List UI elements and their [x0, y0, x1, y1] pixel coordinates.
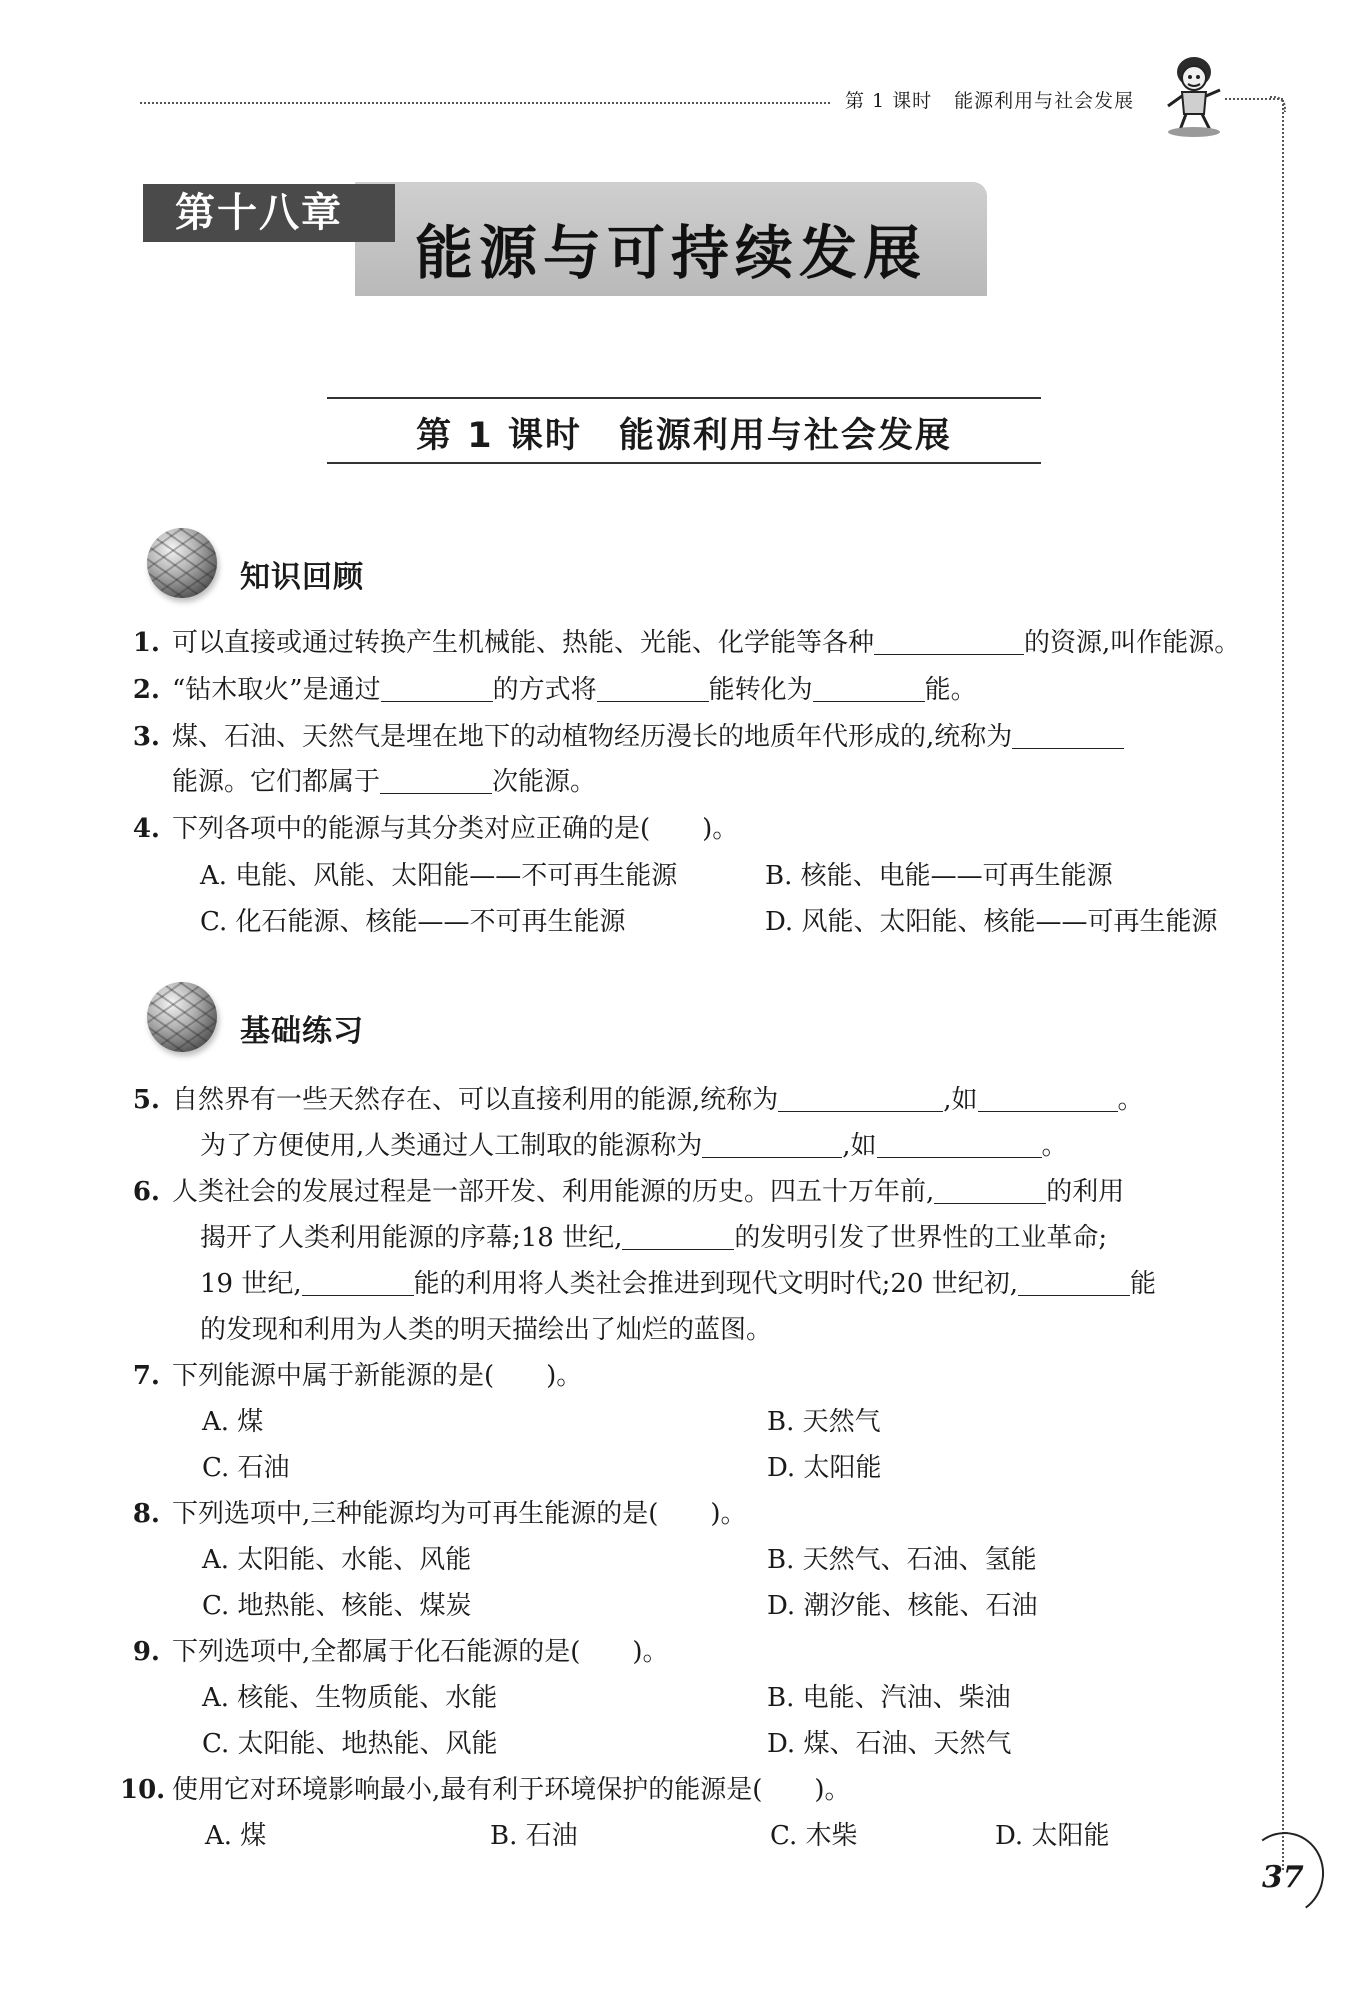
question-text: ,如 — [842, 1131, 877, 1161]
answer-blank[interactable] — [380, 767, 492, 794]
option-a[interactable]: A. 太阳能、水能、风能 — [202, 1545, 472, 1575]
option-d[interactable]: D. 风能、太阳能、核能——可再生能源 — [765, 907, 1218, 937]
question-1 — [120, 625, 1240, 661]
question-text: 下列能源中属于新能源的是( )。 — [172, 1361, 583, 1391]
option-c[interactable]: C. 化石能源、核能——不可再生能源 — [200, 907, 626, 937]
option-c[interactable]: C. 石油 — [202, 1453, 290, 1483]
header-rule — [140, 102, 830, 104]
question-text: 揭开了人类利用能源的序幕;18 世纪, — [200, 1223, 623, 1253]
question-7 — [120, 1358, 582, 1394]
option-b[interactable]: B. 核能、电能——可再生能源 — [765, 861, 1113, 891]
question-10 — [120, 1772, 851, 1808]
answer-blank[interactable] — [702, 1131, 842, 1158]
question-6-line2 — [200, 1220, 1107, 1256]
question-text: 的资源,叫作能源。 — [1024, 628, 1241, 658]
question-text: 可以直接或通过转换产生机械能、热能、光能、化学能等各种 — [172, 628, 875, 658]
lesson-title: 第 1 课时 能源利用与社会发展 — [416, 416, 952, 456]
chapter-label: 第十八章 — [175, 189, 343, 236]
question-text: 下列选项中,三种能源均为可再生能源的是( )。 — [172, 1499, 747, 1529]
option-b[interactable]: B. 石油 — [490, 1821, 578, 1851]
option-a[interactable]: A. 煤 — [205, 1821, 267, 1851]
answer-blank[interactable] — [1012, 722, 1124, 749]
section-title-practice: 基础练习 — [240, 1014, 364, 1049]
answer-blank[interactable] — [597, 675, 709, 702]
question-number: 3. — [132, 722, 160, 752]
option-a[interactable]: A. 核能、生物质能、水能 — [202, 1683, 498, 1713]
option-b[interactable]: B. 天然气、石油、氢能 — [767, 1545, 1037, 1575]
question-text: 能源。它们都属于 — [172, 767, 381, 797]
option-d[interactable]: D. 潮汐能、核能、石油 — [767, 1591, 1038, 1621]
question-text: 。 — [1041, 1131, 1068, 1161]
running-header — [845, 86, 1156, 113]
question-6 — [120, 1174, 1124, 1210]
page-border-right — [1282, 100, 1284, 1870]
answer-blank[interactable] — [934, 1177, 1046, 1204]
question-text: 煤、石油、天然气是埋在地下的动植物经历漫长的地质年代形成的,统称为 — [172, 722, 1013, 752]
question-text: 自然界有一些天然存在、可以直接利用的能源,统称为 — [172, 1085, 779, 1115]
question-text: 的发明引发了世界性的工业革命; — [734, 1223, 1108, 1253]
question-3 — [120, 719, 1124, 755]
option-b[interactable]: B. 天然气 — [767, 1407, 881, 1437]
option-d[interactable]: D. 煤、石油、天然气 — [767, 1729, 1012, 1759]
question-6-line4 — [200, 1312, 772, 1348]
question-number: 5. — [132, 1085, 160, 1115]
globe-icon — [147, 982, 217, 1052]
question-text: 的利用 — [1046, 1177, 1125, 1207]
question-text: 能 — [1130, 1269, 1157, 1299]
question-text: 能。 — [924, 675, 977, 705]
header-lesson-no: 第 1 课时 — [845, 90, 933, 112]
question-text: 的方式将 — [492, 675, 597, 705]
question-2 — [120, 672, 977, 708]
option-b[interactable]: B. 电能、汽油、柴油 — [767, 1683, 1011, 1713]
question-text: 下列选项中,全都属于化石能源的是( )。 — [172, 1637, 669, 1667]
option-c[interactable]: C. 木柴 — [770, 1821, 858, 1851]
question-text: 为了方便使用,人类通过人工制取的能源称为 — [200, 1131, 703, 1161]
option-d[interactable]: D. 太阳能 — [767, 1453, 882, 1483]
question-text: 使用它对环境影响最小,最有利于环境保护的能源是( )。 — [172, 1775, 851, 1805]
question-text: 19 世纪, — [200, 1269, 302, 1299]
question-text: 下列各项中的能源与其分类对应正确的是( )。 — [172, 814, 739, 844]
answer-blank[interactable] — [813, 675, 925, 702]
question-text: 能转化为 — [708, 675, 813, 705]
question-text: “钻木取火”是通过 — [172, 675, 381, 705]
answer-blank[interactable] — [978, 1085, 1118, 1112]
answer-blank[interactable] — [877, 1131, 1042, 1158]
question-text: 人类社会的发展过程是一部开发、利用能源的历史。四五十万年前, — [172, 1177, 935, 1207]
answer-blank[interactable] — [874, 628, 1024, 655]
answer-blank[interactable] — [302, 1269, 414, 1296]
question-4 — [120, 811, 738, 847]
chapter-title: 能源与可持续发展 — [414, 219, 927, 287]
globe-icon — [147, 528, 217, 598]
question-text: 。 — [1117, 1085, 1144, 1115]
question-number: 7. — [132, 1361, 160, 1391]
question-number: 8. — [132, 1499, 160, 1529]
question-number: 2. — [132, 675, 160, 705]
question-number: 6. — [132, 1177, 160, 1207]
lesson-title-rule-bottom — [327, 462, 1041, 464]
question-text: ,如 — [943, 1085, 978, 1115]
question-number: 9. — [132, 1637, 160, 1667]
question-text: 的发现和利用为人类的明天描绘出了灿烂的蓝图。 — [200, 1315, 773, 1345]
option-c[interactable]: C. 地热能、核能、煤炭 — [202, 1591, 472, 1621]
question-number: 4. — [132, 814, 160, 844]
question-number: 10. — [120, 1775, 166, 1805]
question-9 — [120, 1634, 669, 1670]
section-title-review: 知识回顾 — [240, 560, 364, 595]
question-5-line2 — [200, 1128, 1068, 1164]
question-number: 1. — [132, 628, 160, 658]
answer-blank[interactable] — [622, 1223, 734, 1250]
question-3-line2 — [172, 764, 596, 800]
question-8 — [120, 1496, 747, 1532]
question-5 — [120, 1082, 1144, 1118]
question-6-line3 — [200, 1266, 1156, 1302]
option-d[interactable]: D. 太阳能 — [995, 1821, 1110, 1851]
header-lesson-name: 能源利用与社会发展 — [954, 90, 1135, 112]
question-text: 能的利用将人类社会推进到现代文明时代;20 世纪初, — [413, 1269, 1018, 1299]
option-a[interactable]: A. 电能、风能、太阳能——不可再生能源 — [200, 861, 678, 891]
page-number: 37 — [1262, 1860, 1304, 1895]
answer-blank[interactable] — [778, 1085, 943, 1112]
option-a[interactable]: A. 煤 — [202, 1407, 264, 1437]
lesson-title-rule-top — [327, 397, 1041, 399]
mascot-icon — [1160, 52, 1226, 138]
answer-blank[interactable] — [1018, 1269, 1130, 1296]
question-text: 次能源。 — [492, 767, 597, 797]
option-c[interactable]: C. 太阳能、地热能、风能 — [202, 1729, 498, 1759]
answer-blank[interactable] — [381, 675, 493, 702]
